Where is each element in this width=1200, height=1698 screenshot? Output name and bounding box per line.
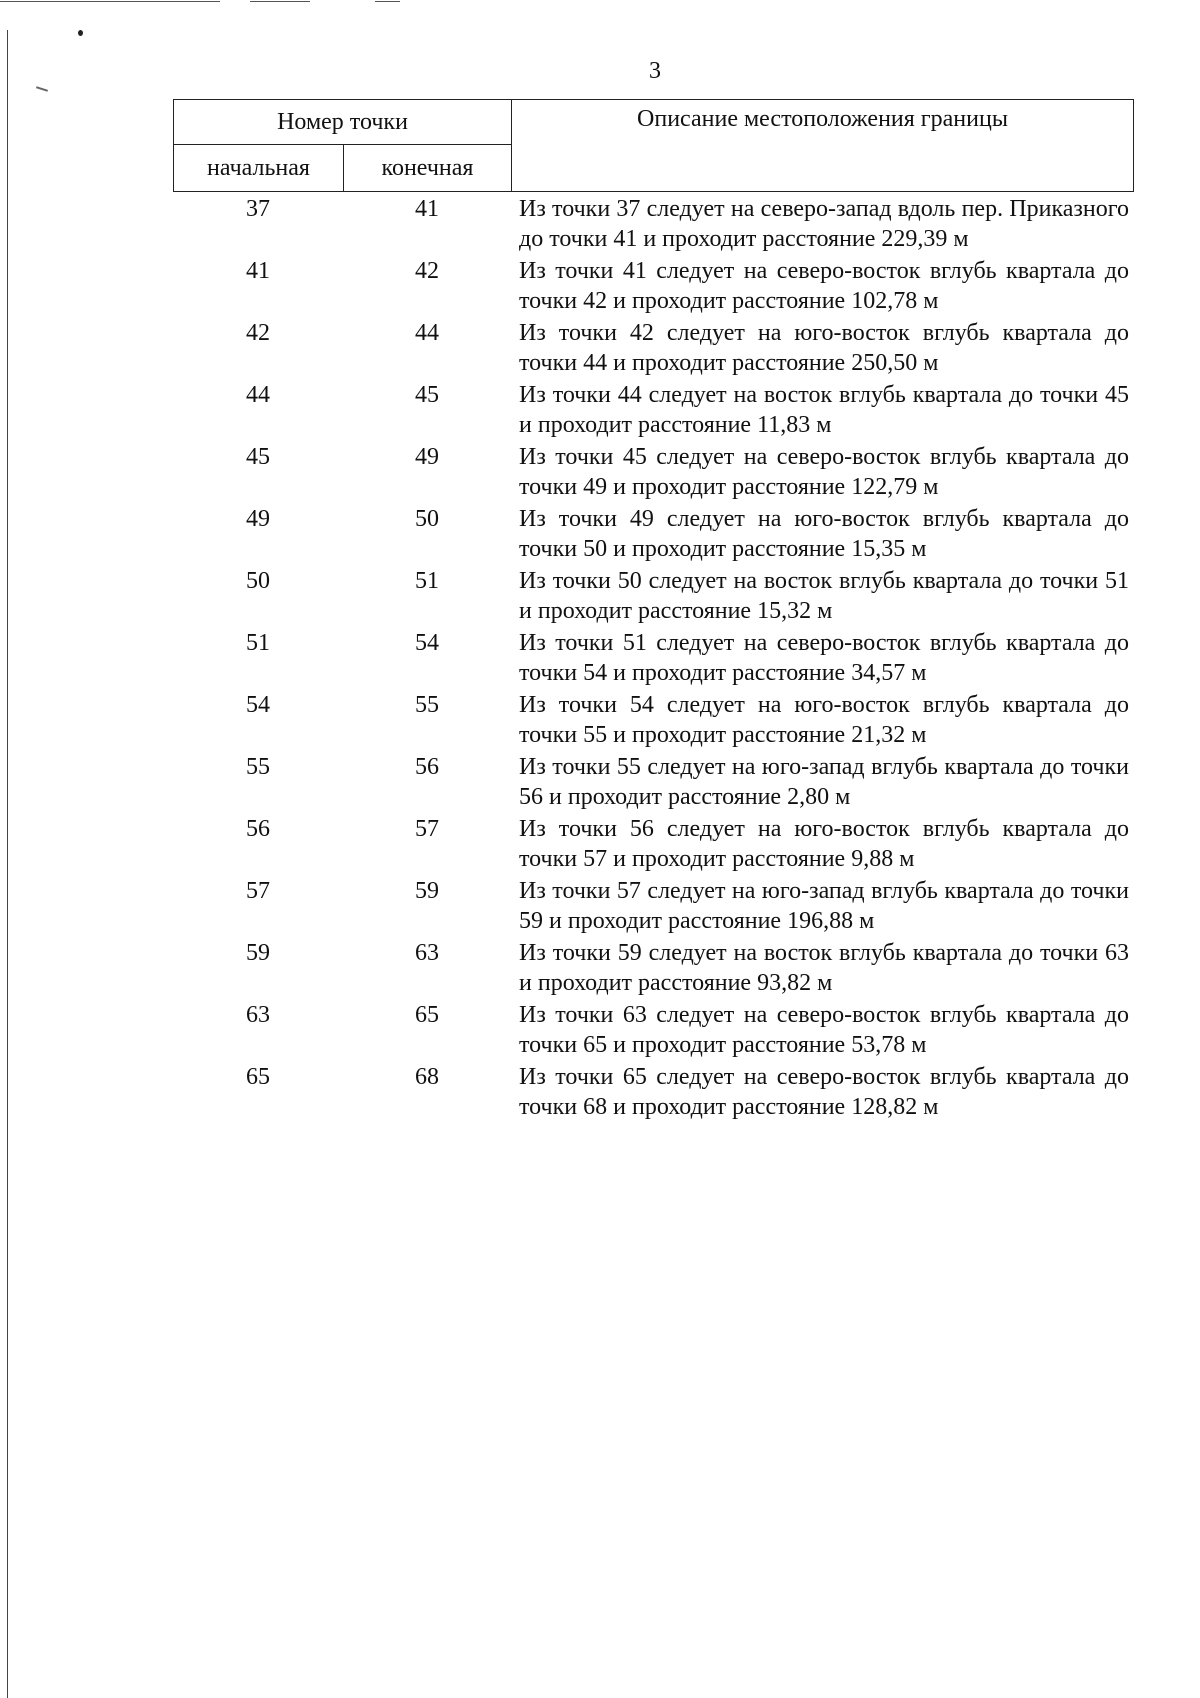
end-point-cell: 51 (415, 568, 439, 594)
end-point-cell: 59 (415, 878, 439, 904)
table-row (173, 814, 1133, 874)
table-row (173, 318, 1133, 378)
page-number: 3 (649, 58, 661, 84)
scan-speck (36, 86, 48, 92)
end-point-cell: 41 (415, 196, 439, 222)
end-point-cell: 57 (415, 816, 439, 842)
start-point-cell: 49 (246, 506, 270, 532)
end-point-cell: 45 (415, 382, 439, 408)
description-cell: Из точки 41 следует на северо-восток вглубь квартала до точки 42 и проходит расстояние 102,78 м (519, 258, 1129, 314)
end-point-cell: 65 (415, 1002, 439, 1028)
start-point-cell: 54 (246, 692, 270, 718)
end-point-cell: 49 (415, 444, 439, 470)
end-point-cell: 55 (415, 692, 439, 718)
scan-border-line (0, 1, 220, 2)
start-point-cell: 56 (246, 816, 270, 842)
table-header (173, 99, 1134, 192)
end-point-cell: 50 (415, 506, 439, 532)
start-point-cell: 41 (246, 258, 270, 284)
scan-border-line (250, 1, 310, 2)
description-cell: Из точки 50 следует на восток вглубь квартала до точки 51 и проходит расстояние 15,32 м (519, 568, 1129, 624)
end-point-cell: 63 (415, 940, 439, 966)
scan-border-line (375, 1, 400, 2)
description-cell: Из точки 56 следует на юго-восток вглубь квартала до точки 57 и проходит расстояние 9,88 м (519, 816, 1129, 872)
start-point-cell: 45 (246, 444, 270, 470)
end-point-cell: 68 (415, 1064, 439, 1090)
table-row (173, 1062, 1133, 1122)
scan-left-edge (7, 30, 8, 1698)
table-row (173, 504, 1133, 564)
table-row (173, 938, 1133, 998)
table-row (173, 442, 1133, 502)
header-description: Описание местоположения границы (512, 100, 1134, 192)
table-row (173, 752, 1133, 812)
table-row (173, 380, 1133, 440)
header-end: конечная (344, 145, 512, 192)
table-row (173, 690, 1133, 750)
table-row (173, 628, 1133, 688)
start-point-cell: 51 (246, 630, 270, 656)
description-cell: Из точки 45 следует на северо-восток вглубь квартала до точки 49 и проходит расстояние 122,79 м (519, 444, 1129, 500)
table-body (173, 194, 1133, 1124)
description-cell: Из точки 37 следует на северо-запад вдоль пер. Приказного до точки 41 и проходит расстояние 229,39 м (519, 196, 1129, 252)
description-cell: Из точки 59 следует на восток вглубь квартала до точки 63 и проходит расстояние 93,82 м (519, 940, 1129, 996)
end-point-cell: 44 (415, 320, 439, 346)
description-cell: Из точки 42 следует на юго-восток вглубь квартала до точки 44 и проходит расстояние 250,50 м (519, 320, 1129, 376)
header-start: начальная (174, 145, 344, 192)
description-cell: Из точки 55 следует на юго-запад вглубь квартала до точки 56 и проходит расстояние 2,80 м (519, 754, 1129, 810)
table-row (173, 194, 1133, 254)
end-point-cell: 56 (415, 754, 439, 780)
description-cell: Из точки 44 следует на восток вглубь квартала до точки 45 и проходит расстояние 11,83 м (519, 382, 1129, 438)
description-cell: Из точки 63 следует на северо-восток вглубь квартала до точки 65 и проходит расстояние 53,78 м (519, 1002, 1129, 1058)
description-cell: Из точки 54 следует на юго-восток вглубь квартала до точки 55 и проходит расстояние 21,32 м (519, 692, 1129, 748)
description-cell: Из точки 49 следует на юго-восток вглубь квартала до точки 50 и проходит расстояние 15,35 м (519, 506, 1129, 562)
start-point-cell: 59 (246, 940, 270, 966)
description-cell: Из точки 51 следует на северо-восток вглубь квартала до точки 54 и проходит расстояние 34,57 м (519, 630, 1129, 686)
start-point-cell: 37 (246, 196, 270, 222)
start-point-cell: 65 (246, 1064, 270, 1090)
start-point-cell: 57 (246, 878, 270, 904)
start-point-cell: 63 (246, 1002, 270, 1028)
table-row (173, 566, 1133, 626)
description-cell: Из точки 65 следует на северо-восток вглубь квартала до точки 68 и проходит расстояние 128,82 м (519, 1064, 1129, 1120)
start-point-cell: 44 (246, 382, 270, 408)
table-row (173, 1000, 1133, 1060)
end-point-cell: 54 (415, 630, 439, 656)
start-point-cell: 55 (246, 754, 270, 780)
table-row (173, 876, 1133, 936)
table-row (173, 256, 1133, 316)
header-point-number: Номер точки (174, 100, 512, 145)
start-point-cell: 42 (246, 320, 270, 346)
scan-speck (78, 30, 83, 36)
start-point-cell: 50 (246, 568, 270, 594)
description-cell: Из точки 57 следует на юго-запад вглубь квартала до точки 59 и проходит расстояние 196,88 м (519, 878, 1129, 934)
end-point-cell: 42 (415, 258, 439, 284)
